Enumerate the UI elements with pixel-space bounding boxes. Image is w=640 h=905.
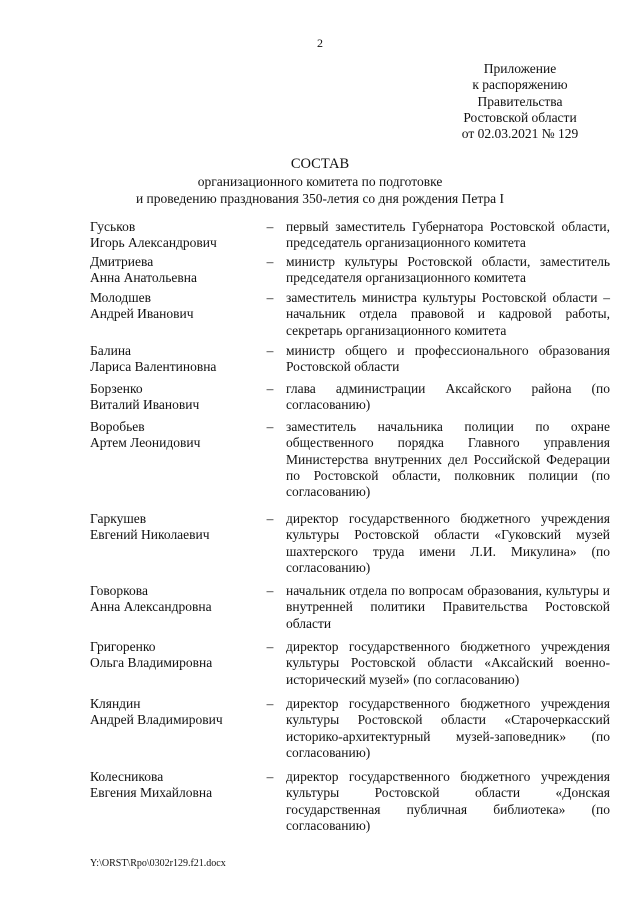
document-subtitle-line: организационного комитета по подготовке xyxy=(197,174,443,190)
member-surname: Балина xyxy=(90,343,132,358)
appendix-block xyxy=(440,61,600,142)
member-given-names: Анна Анатольевна xyxy=(90,270,197,286)
appendix-line: к распоряжению xyxy=(472,77,568,93)
member-given-names: Ольга Владимировна xyxy=(90,655,213,671)
member-surname: Говоркова xyxy=(90,583,148,598)
member-dash: – xyxy=(266,696,274,711)
member-dash: – xyxy=(266,769,274,784)
member-dash: – xyxy=(266,419,274,434)
member-role: директор государственного бюджетного учреждения культуры Ростовской области «Донская государственная публичная библиотека» (по согласованию) xyxy=(286,769,610,833)
member-name xyxy=(90,381,260,414)
member-role: заместитель начальника полиции по охране общественного порядка Главного управления Министерства внутренних дел Российской Федерации по Ростовской области, полковник полиции (по согласованию) xyxy=(286,419,610,500)
member-name xyxy=(90,343,260,376)
member-dash: – xyxy=(266,219,274,234)
document-title: СОСТАВ xyxy=(290,156,350,172)
member-role: глава администрации Аксайского района (по согласованию) xyxy=(286,381,610,413)
member-given-names: Лариса Валентиновна xyxy=(90,359,217,375)
appendix-line: Ростовской области xyxy=(463,109,577,125)
page-number: 2 xyxy=(317,36,323,50)
member-surname: Гаркушев xyxy=(90,511,147,526)
member-name xyxy=(90,696,260,729)
document-heading xyxy=(0,156,640,207)
member-given-names: Игорь Александрович xyxy=(90,235,217,251)
member-given-names: Евгения Михайловна xyxy=(90,785,213,801)
member-surname: Дмитриева xyxy=(90,254,154,269)
member-surname: Колесникова xyxy=(90,769,164,784)
member-dash: – xyxy=(266,511,274,526)
member-name xyxy=(90,511,260,544)
member-given-names: Анна Александровна xyxy=(90,599,212,615)
member-given-names: Виталий Иванович xyxy=(90,397,200,413)
appendix-line: Правительства xyxy=(477,93,563,109)
member-name xyxy=(90,219,260,252)
member-name xyxy=(90,254,260,287)
member-role: директор государственного бюджетного учреждения культуры Ростовской области «Аксайский военно-исторический музей» (по согласованию) xyxy=(286,639,610,687)
appendix-line: от 02.03.2021 № 129 xyxy=(461,126,579,142)
member-surname: Кляндин xyxy=(90,696,141,711)
member-role: директор государственного бюджетного учреждения культуры Ростовской области «Старочеркасский историко-архитектурный музей-заповедник» (по согласованию) xyxy=(286,696,610,760)
member-name xyxy=(90,419,260,452)
member-role: министр культуры Ростовской области, заместитель председателя организационного комитета xyxy=(286,254,610,286)
member-dash: – xyxy=(266,343,274,358)
member-surname: Молодшев xyxy=(90,290,151,305)
member-name xyxy=(90,290,260,323)
appendix-line: Приложение xyxy=(483,61,557,76)
member-given-names: Андрей Владимирович xyxy=(90,712,223,728)
member-role: начальник отдела по вопросам образования, культуры и внутренней политики Правительства Ростовской области xyxy=(286,583,610,631)
member-given-names: Артем Леонидович xyxy=(90,435,201,451)
member-role: министр общего и профессионального образования Ростовской области xyxy=(286,343,610,375)
member-dash: – xyxy=(266,254,274,269)
member-dash: – xyxy=(266,639,274,654)
member-surname: Борзенко xyxy=(90,381,143,396)
member-surname: Гуськов xyxy=(90,219,136,234)
member-role: заместитель министра культуры Ростовской области – начальник отдела правовой и кадровой работы, секретарь организационного комитета xyxy=(286,290,610,338)
member-given-names: Андрей Иванович xyxy=(90,306,194,322)
document-subtitle-line: и проведению празднования 350-летия со дня рождения Петра I xyxy=(135,190,505,206)
file-path-footer: Y:\ORST\Rpo\0302r129.f21.docx xyxy=(90,858,226,869)
member-dash: – xyxy=(266,381,274,396)
member-name xyxy=(90,769,260,802)
member-role: директор государственного бюджетного учреждения культуры Ростовской области «Гуковский музей шахтерского труда имени Л.И. Микулина» (по согласованию) xyxy=(286,511,610,575)
member-surname: Воробьев xyxy=(90,419,145,434)
member-name xyxy=(90,639,260,672)
member-surname: Григоренко xyxy=(90,639,156,654)
member-dash: – xyxy=(266,290,274,305)
member-dash: – xyxy=(266,583,274,598)
member-role: первый заместитель Губернатора Ростовской области, председатель организационного комитета xyxy=(286,219,610,251)
member-given-names: Евгений Николаевич xyxy=(90,527,210,543)
member-name xyxy=(90,583,260,616)
